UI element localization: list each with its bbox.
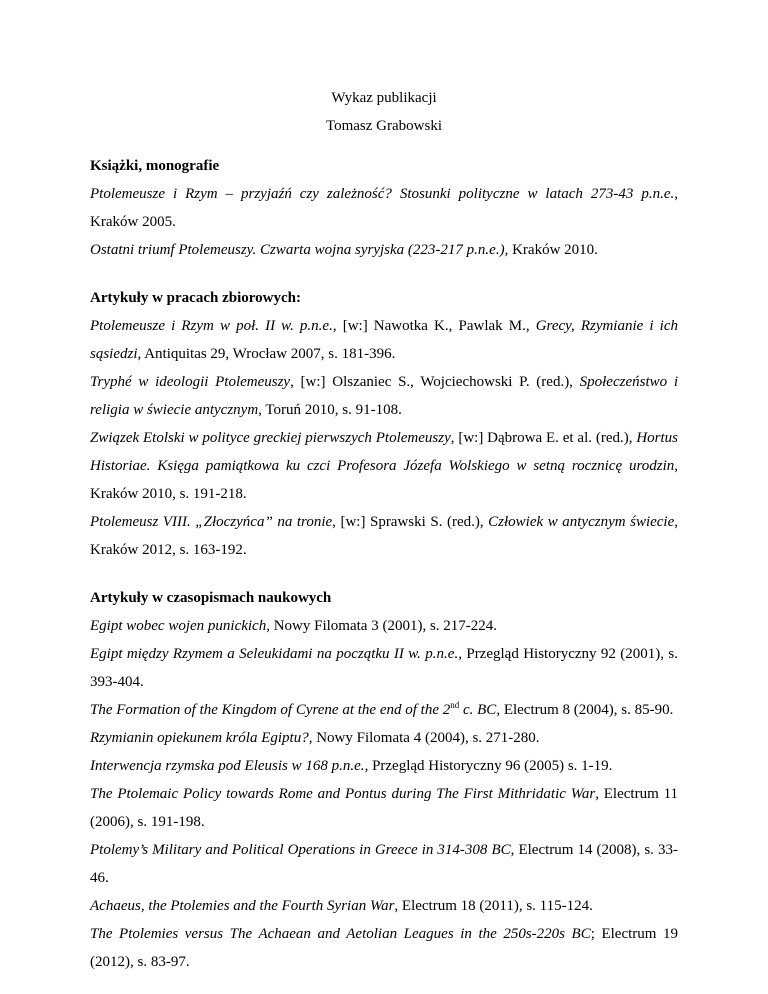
volume-title: Społeczeństwo i religia w świecie antycznym, (90, 374, 678, 418)
publication-entry (90, 836, 678, 892)
publication-entry (90, 508, 678, 564)
publication-title: Ptolemy’s Military and Political Operations in Greece in 314-308 BC (90, 842, 511, 858)
publication-details: , Kraków 2010, s. 191-218. (90, 458, 678, 502)
publication-details: , [w:] Dąbrowa E. et al. (red.), (450, 430, 637, 446)
publication-entry (90, 696, 678, 724)
section-title-books: Książki, monografie (90, 158, 220, 174)
publication-details: , Electrum 11 (2006), s. 191-198. (90, 786, 679, 830)
publication-title: Ptolemeusze i Rzym w poł. II w. p.n.e. (90, 318, 333, 334)
publication-details: ; Electrum 19 (2012), s. 83-97. (90, 926, 678, 970)
publication-entry (90, 312, 678, 368)
document-title: Wykaz publikacji (331, 90, 437, 106)
publication-title: Związek Etolski w polityce greckiej pierwszych Ptolemeuszy (90, 430, 451, 446)
volume-title: Hortus Historiae. Księga pamiątkowa ku czci Profesora Józefa Wolskiego w setną rocznicę urodzin (90, 430, 678, 474)
publication-details: , Kraków 2012, s. 163-192. (90, 514, 679, 558)
publication-entry (90, 780, 678, 836)
publication-entry (90, 920, 678, 976)
publication-details: , [w:] Nawotka K., Pawlak M., (332, 318, 536, 334)
publication-title: Tryphé w ideologii Ptolemeuszy (90, 374, 291, 390)
publication-entry (90, 180, 678, 236)
author-name: Tomasz Grabowski (325, 118, 442, 134)
publication-entry (90, 640, 678, 696)
publication-entry (90, 724, 678, 752)
publication-details: Kraków 2010. (508, 242, 598, 258)
section-title-collective-works: Artykuły w pracach zbiorowych: (90, 290, 301, 306)
section-title-journal-articles: Artykuły w czasopismach naukowych (90, 590, 332, 606)
publication-details: , Electrum 8 (2004), s. 85-90. (496, 702, 674, 718)
publication-entry (90, 892, 678, 920)
publication-title: Achaeus, the Ptolemies and the Fourth Syrian War (90, 898, 395, 914)
publication-details: , [w:] Olszaniec S., Wojciechowski P. (red.), (290, 374, 580, 390)
publication-title: Ostatni triumf Ptolemeuszy. Czwarta wojna syryjska (223-217 p.n.e.), (90, 242, 509, 258)
volume-title: Grecy, Rzymianie i ich sąsiedzi (90, 318, 679, 362)
volume-title: Człowiek w antycznym świecie (488, 514, 675, 530)
publication-entry (90, 236, 678, 264)
publication-details: , [w:] Sprawski S. (red.), (332, 514, 489, 530)
publication-title: Interwencja rzymska pod Eleusis w 168 p.n.e. (90, 758, 365, 774)
publication-title: The Ptolemies versus The Achaean and Aetolian Leagues in the 250s-220s BC (90, 926, 591, 942)
publication-details: , Antiquitas 29, Wrocław 2007, s. 181-396. (137, 346, 396, 362)
publication-title: Ptolemeusze i Rzym – przyjaźń czy zależność? Stosunki polityczne w latach 273-43 p.n.e. (90, 186, 675, 202)
publication-title: Egipt między Rzymem a Seleukidami na początku II w. p.n.e., (90, 646, 462, 662)
publication-title: Rzymianin opiekunem króla Egiptu?, (90, 730, 313, 746)
publication-title: The Ptolemaic Policy towards Rome and Pontus during The First Mithridatic War (90, 786, 596, 802)
publication-details: Nowy Filomata 4 (2004), s. 271-280. (312, 730, 540, 746)
publication-details: , Kraków 2005. (90, 186, 678, 230)
publication-details: , Przegląd Historyczny 96 (2005) s. 1-19. (364, 758, 613, 774)
superscript: nd (450, 700, 460, 710)
publication-entry (90, 612, 678, 640)
publication-details: , Electrum 18 (2011), s. 115-124. (394, 898, 593, 914)
publication-details: Nowy Filomata 3 (2001), s. 217-224. (269, 618, 498, 634)
publication-title: Egipt wobec wojen punickich, (90, 618, 270, 634)
publication-entry (90, 752, 678, 780)
publication-title: Ptolemeusz VIII. „Złoczyńca” na tronie (90, 514, 333, 530)
publication-details: , Electrum 14 (2008), s. 33-46. (90, 842, 678, 886)
publication-entry (90, 424, 678, 508)
publication-entry (90, 368, 678, 424)
publication-details: Przegląd Historyczny 92 (2001), s. 393-404. (90, 646, 678, 690)
publication-title: The Formation of the Kingdom of Cyrene at the end of the 2 (90, 702, 451, 718)
publication-title: c. BC (459, 702, 497, 718)
publication-details: Toruń 2010, s. 91-108. (261, 402, 402, 418)
